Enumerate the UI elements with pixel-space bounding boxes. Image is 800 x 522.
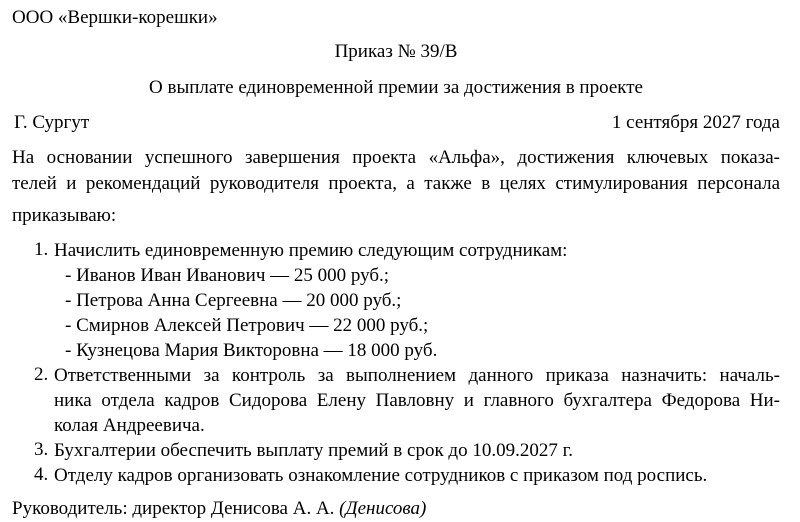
order-item-2 <box>12 363 780 438</box>
preamble <box>12 145 780 197</box>
item-text: Начислить единовременную премию следующим сотрудникам: <box>54 240 568 261</box>
preamble-line: телей и рекомендаций руководителя проекта, а также в целях стимулирования персонала <box>12 173 780 194</box>
preamble-line: На основании успешного завершения проекта «Альфа», достижения ключевых показа- <box>12 147 780 168</box>
order-item-3 <box>12 438 780 463</box>
item-text: Бухгалтерии обеспечить выплату премий в срок до 10.09.2027 г. <box>54 440 574 461</box>
order-date: 1 сентября 2027 года <box>611 112 780 133</box>
item-text: ника отдела кадров Сидорова Елену Павловну и главного бухгалтера Федорова Ни- <box>54 390 780 411</box>
bonus-recipient: - Смирнов Алексей Петрович — 22 000 руб.; <box>65 315 429 336</box>
signature-name: (Денисова) <box>339 498 427 519</box>
item-text: колая Андреевича. <box>54 415 205 436</box>
place-date-row <box>12 110 780 136</box>
order-item-1 <box>12 238 780 363</box>
order-title: Приказ № 39/В <box>334 41 458 62</box>
item-number: 4. <box>34 464 49 485</box>
item-text: Ответственными за контроль за выполнением данного приказа назначить: началь- <box>54 365 780 386</box>
signature-block <box>12 496 780 522</box>
order-word: приказываю: <box>12 205 117 226</box>
organization-name: ООО «Вершки-корешки» <box>12 7 218 28</box>
bonus-recipient: - Петрова Анна Сергеевна — 20 000 руб.; <box>65 290 402 311</box>
item-number: 1. <box>34 239 49 260</box>
bonus-recipient: - Кузнецова Мария Викторовна — 18 000 руб. <box>65 340 438 361</box>
order-items <box>12 238 780 488</box>
order-subject: О выплате единовременной премии за достижения в проекте <box>149 77 643 98</box>
city: Г. Сургут <box>14 112 90 133</box>
bonus-recipient: - Иванов Иван Иванович — 25 000 руб.; <box>65 265 390 286</box>
item-number: 3. <box>34 439 49 460</box>
order-item-4 <box>12 463 780 488</box>
item-number: 2. <box>34 364 49 385</box>
signature-label: Руководитель: директор Денисова А. А. <box>12 498 335 519</box>
item-text: Отделу кадров организовать ознакомление сотрудников с приказом под роспись. <box>54 465 708 486</box>
